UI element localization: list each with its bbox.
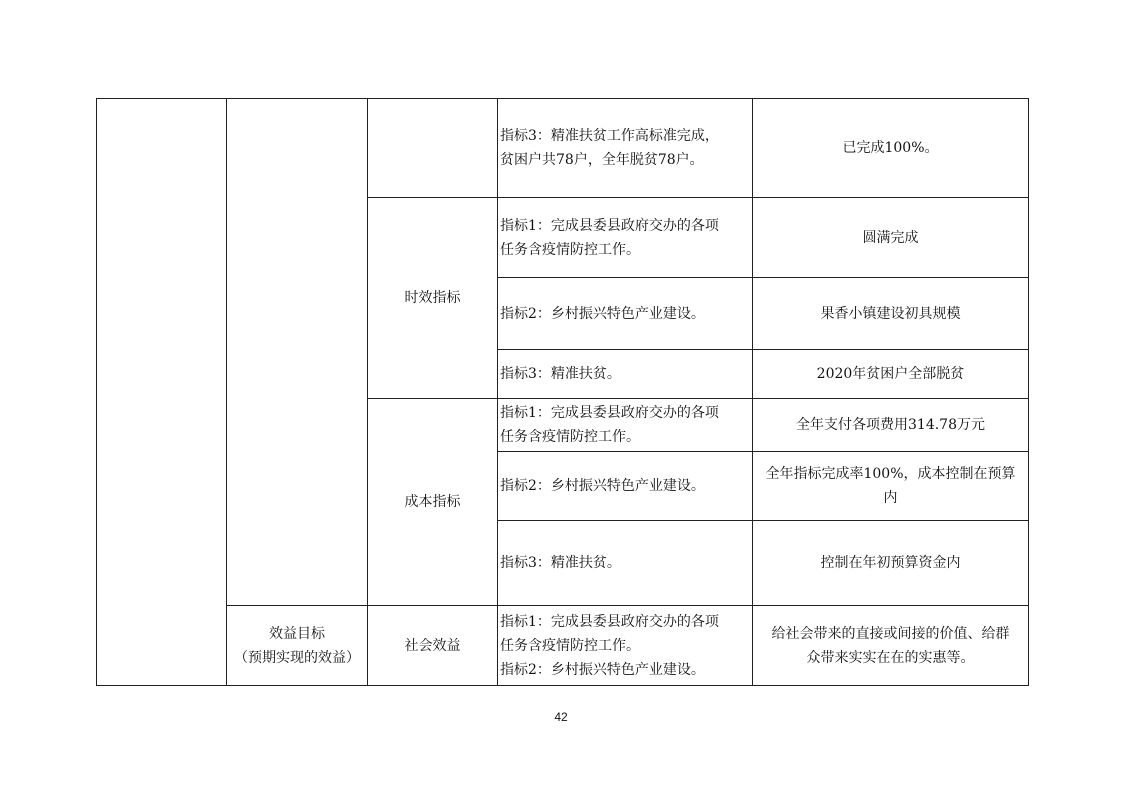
indicator-line: 指标1：完成县委县政府交办的各项 [500, 613, 719, 630]
result-cell [753, 521, 1029, 606]
indicator-line: 指标1：完成县委县政府交办的各项 [500, 405, 719, 421]
indicator-line: 指标2：乡村振兴特色产业建设。 [500, 305, 705, 322]
result-cell [753, 198, 1029, 278]
result-cell [753, 350, 1029, 399]
result-line: 给社会带来的直接或间接的价值、给群 [771, 625, 1010, 642]
result-cell [753, 278, 1029, 350]
indicator-cell [498, 278, 753, 350]
col2-empty-cell [227, 99, 368, 606]
indicator-line: 指标3：精准扶贫。 [500, 555, 621, 571]
category-chengben: 成本指标 [368, 399, 498, 606]
category-shehui: 社会效益 [368, 606, 498, 686]
indicator-cell [498, 452, 753, 521]
indicator-line: 任务含疫情防控工作。 [500, 241, 640, 258]
indicator-line: 任务含疫情防控工作。 [500, 637, 640, 654]
indicator-cell [498, 521, 753, 606]
result-cell [753, 452, 1029, 521]
result-line: 控制在年初预算资金内 [820, 555, 961, 571]
indicator-cell [498, 399, 753, 452]
page-number: 42 [554, 710, 568, 724]
result-line: 全年指标完成率100%，成本控制在预算 [765, 466, 1016, 482]
result-line: 圆满完成 [862, 229, 919, 246]
indicator-line: 指标2：乡村振兴特色产业建设。 [500, 478, 705, 494]
result-cell [753, 606, 1029, 686]
result-line: 已完成100%。 [842, 140, 939, 156]
benefit-target-cell [227, 606, 368, 686]
col3-empty-cell [368, 99, 498, 198]
indicator-line: 指标3：精准扶贫工作高标准完成， [500, 128, 719, 144]
result-line: 全年支付各项费用314.78万元 [796, 417, 985, 433]
result-cell [753, 99, 1029, 198]
result-line: 众带来实实在在的实惠等。 [806, 649, 975, 666]
indicator-line: 指标3：精准扶贫。 [500, 366, 621, 382]
indicator-line: 任务含疫情防控工作。 [500, 429, 640, 445]
result-line: 果香小镇建设初具规模 [820, 305, 961, 322]
result-cell [753, 399, 1029, 452]
benefit-target-subtitle: （预期实现的效益） [234, 649, 360, 666]
indicator-cell [498, 198, 753, 278]
table-row [97, 606, 1029, 686]
col1-empty-cell [97, 99, 227, 686]
benefit-target-title: 效益目标 [269, 625, 325, 642]
result-line: 内 [883, 490, 898, 506]
indicator-line: 指标2：乡村振兴特色产业建设。 [500, 661, 705, 678]
table-row [97, 99, 1029, 198]
result-line: 2020年贫困户全部脱贫 [816, 366, 965, 382]
indicator-line: 贫困户共78户，全年脱贫78户。 [500, 152, 704, 168]
indicator-line: 指标1：完成县委县政府交办的各项 [500, 217, 719, 234]
indicator-cell [498, 99, 753, 198]
category-shixiao: 时效指标 [368, 198, 498, 399]
performance-table [96, 98, 1029, 686]
indicator-cell [498, 350, 753, 399]
indicator-cell [498, 606, 753, 686]
